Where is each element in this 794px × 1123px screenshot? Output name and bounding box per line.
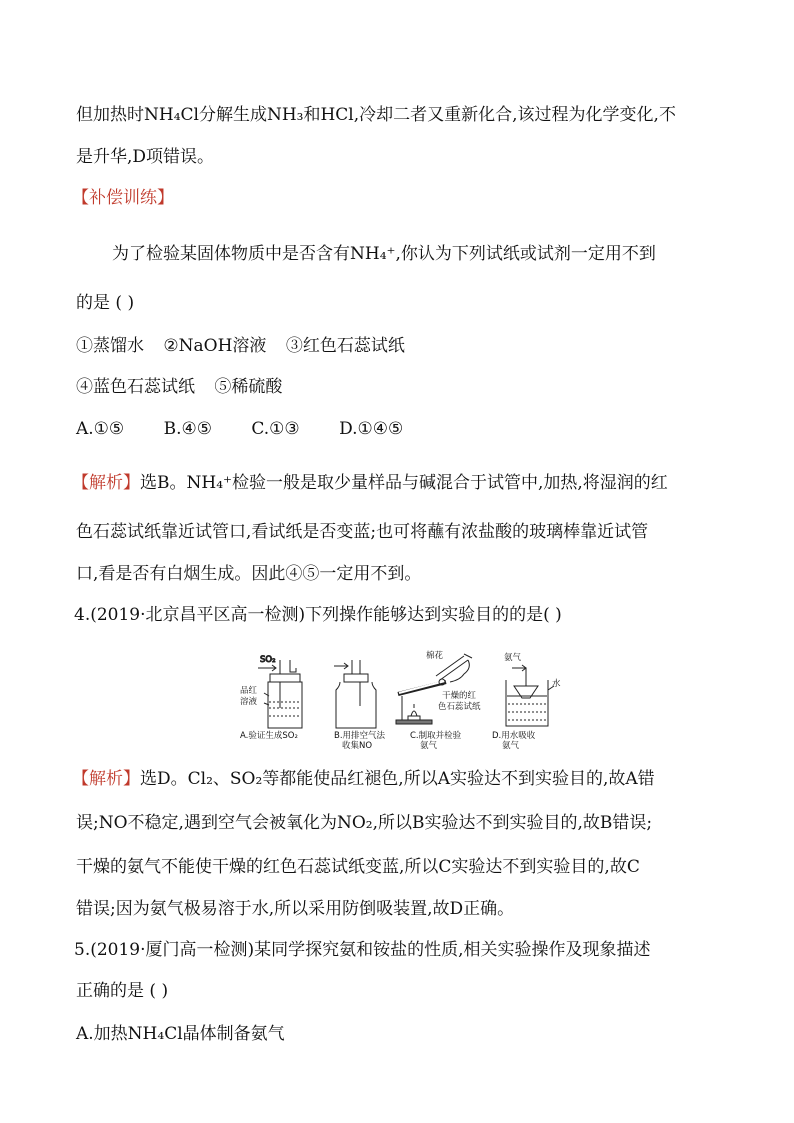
choice-d: D.①④⑤: [339, 419, 404, 439]
analysis2-line-3: 干燥的氨气不能使干燥的红色石蕊试纸变蓝,所以C实验达不到实验目的,故C: [76, 857, 640, 877]
analysis2-line-2: 误;NO不稳定,遇到空气会被氧化为NO₂,所以B实验达不到实验目的,故B错误;: [76, 813, 653, 833]
analysis1-line-1: [72, 472, 668, 494]
analysis2-tag: 【解析】: [72, 769, 140, 789]
q5-option-a: A.加热NH₄Cl晶体制备氨气: [76, 1024, 285, 1044]
analysis1-tag: 【解析】: [72, 473, 140, 493]
supplement-question-line-1: 为了检验某固体物质中是否含有NH₄⁺,你认为下列试纸或试剂一定用不到: [112, 244, 656, 264]
caption-b-2: 收集NO: [342, 741, 373, 751]
item-1: ①蒸馏水: [76, 336, 144, 356]
supplement-question-line-2: 的是 ( ): [76, 293, 135, 313]
item-4: ④蓝色石蕊试纸: [76, 377, 195, 397]
label-pinhong-2: 溶液: [240, 697, 258, 707]
label-ganzao-1: 干燥的红: [442, 691, 477, 701]
choice-c: C.①③: [251, 419, 300, 439]
apparatus-a: [258, 655, 302, 728]
choice-a: A.①⑤: [76, 419, 125, 439]
supplement-items-row-1: [76, 335, 419, 357]
analysis1-line-2: 色石蕊试纸靠近试管口,看试纸是否变蓝;也可将蘸有浓盐酸的玻璃棒靠近试管: [76, 522, 649, 542]
label-ganzao-2: 色石蕊试纸: [438, 702, 481, 712]
label-pinhong-1: 品红: [240, 686, 258, 696]
label-anqi: 氨气: [504, 653, 522, 663]
label-mianhua: 棉花: [426, 651, 444, 661]
q4-stem: 4.(2019·北京昌平区高一检测)下列操作能够达到实验目的的是( ): [74, 605, 562, 625]
caption-b-1: B.用排空气法: [334, 731, 386, 741]
q5-line-2: 正确的是 ( ): [76, 981, 169, 1001]
caption-c-2: 氨气: [420, 741, 438, 751]
q5-line-1: 5.(2019·厦门高一检测)某同学探究氨和铵盐的性质,相关实验操作及现象描述: [74, 940, 651, 960]
caption-d-2: 氨气: [502, 741, 520, 751]
q4-apparatus-figure: [236, 646, 566, 756]
analysis1-line-3: 口,看是否有白烟生成。因此④⑤一定用不到。: [76, 564, 422, 584]
analysis2-text-1: 选D。Cl₂、SO₂等都能使品红褪色,所以A实验达不到实验目的,故A错: [140, 769, 655, 789]
supplement-choices: [76, 418, 437, 440]
analysis2-line-4: 错误;因为氨气极易溶于水,所以采用防倒吸装置,故D正确。: [76, 899, 515, 919]
label-so2: SO₂: [260, 655, 276, 665]
caption-a: A.验证生成SO₂: [240, 731, 298, 741]
apparatus-d: [506, 665, 554, 726]
item-2: ②NaOH溶液: [163, 336, 267, 356]
item-5: ⑤稀硫酸: [214, 377, 283, 397]
item-3: ③红色石蕊试纸: [285, 336, 405, 356]
apparatus-b: [334, 660, 376, 728]
analysis2-line-1: [72, 768, 655, 790]
caption-d-1: D.用水吸收: [492, 731, 536, 741]
apparatus-c: [396, 654, 472, 724]
supplement-tag: 【补偿训练】: [72, 188, 174, 208]
intro-line-2: 是升华,D项错误。: [76, 147, 215, 167]
intro-line-1: 但加热时NH₄Cl分解生成NH₃和HCl,冷却二者又重新化合,该过程为化学变化,不: [76, 105, 676, 125]
caption-c-1: C.制取并检验: [410, 731, 462, 741]
analysis1-text-1: 选B。NH₄⁺检验一般是取少量样品与碱混合于试管中,加热,将湿润的红: [140, 473, 668, 493]
choice-b: B.④⑤: [163, 419, 212, 439]
supplement-items-row-2: [76, 376, 296, 398]
label-shui: 水: [552, 679, 561, 689]
